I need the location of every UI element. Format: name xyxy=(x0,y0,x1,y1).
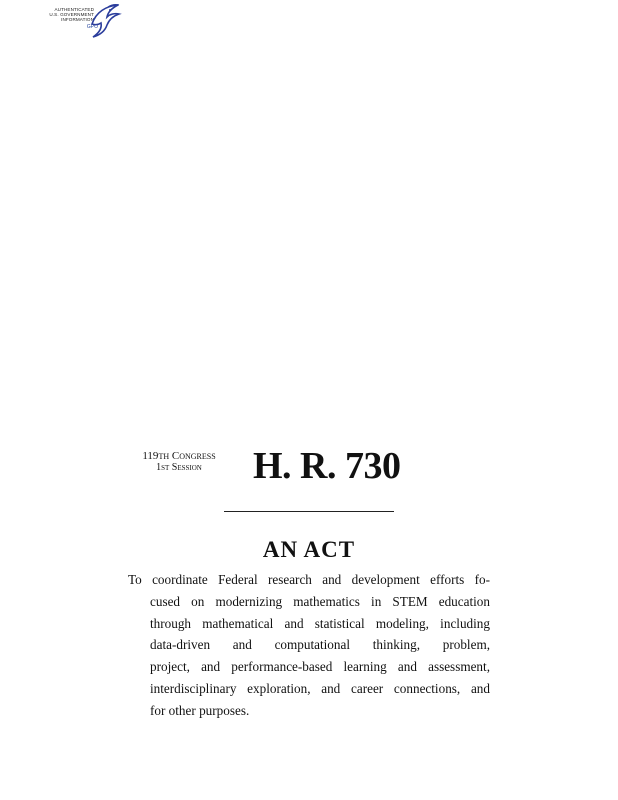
purpose-line: for other purposes. xyxy=(150,702,250,718)
horizontal-divider xyxy=(224,511,394,512)
act-purpose-clause xyxy=(128,569,490,722)
bill-number: H. R. 730 xyxy=(253,445,401,487)
purpose-line: interdisciplinary exploration, and career connections, and xyxy=(150,680,490,696)
congress-number-digits: 119 xyxy=(142,450,159,462)
purpose-line: project, and performance-based learning and assessment, xyxy=(150,659,490,675)
seal-text-gpo: GPO xyxy=(86,24,98,30)
purpose-line: cused on modernizing mathematics in STEM education xyxy=(150,593,490,609)
seal-text-government: U.S. GOVERNMENT xyxy=(49,12,94,17)
seal-text-authenticated: AUTHENTICATED xyxy=(54,7,94,12)
congress-number-suffix: th Congress xyxy=(158,450,216,462)
session-number-digits: 1 xyxy=(156,462,162,473)
seal-text-information: INFORMATION xyxy=(61,17,94,22)
purpose-line: To coordinate Federal research and development efforts fo- xyxy=(128,572,490,587)
session-number xyxy=(124,462,234,474)
session-number-suffix: st Session xyxy=(161,462,202,473)
eagle-logo-icon xyxy=(88,2,122,40)
congress-session-block xyxy=(124,450,234,474)
congress-number xyxy=(124,450,234,462)
purpose-line: data-driven and computational thinking, problem, xyxy=(150,637,490,653)
act-heading: AN ACT xyxy=(262,537,356,562)
gpo-authentication-seal xyxy=(30,2,122,40)
purpose-line: through mathematical and statistical modeling, including xyxy=(150,615,490,631)
